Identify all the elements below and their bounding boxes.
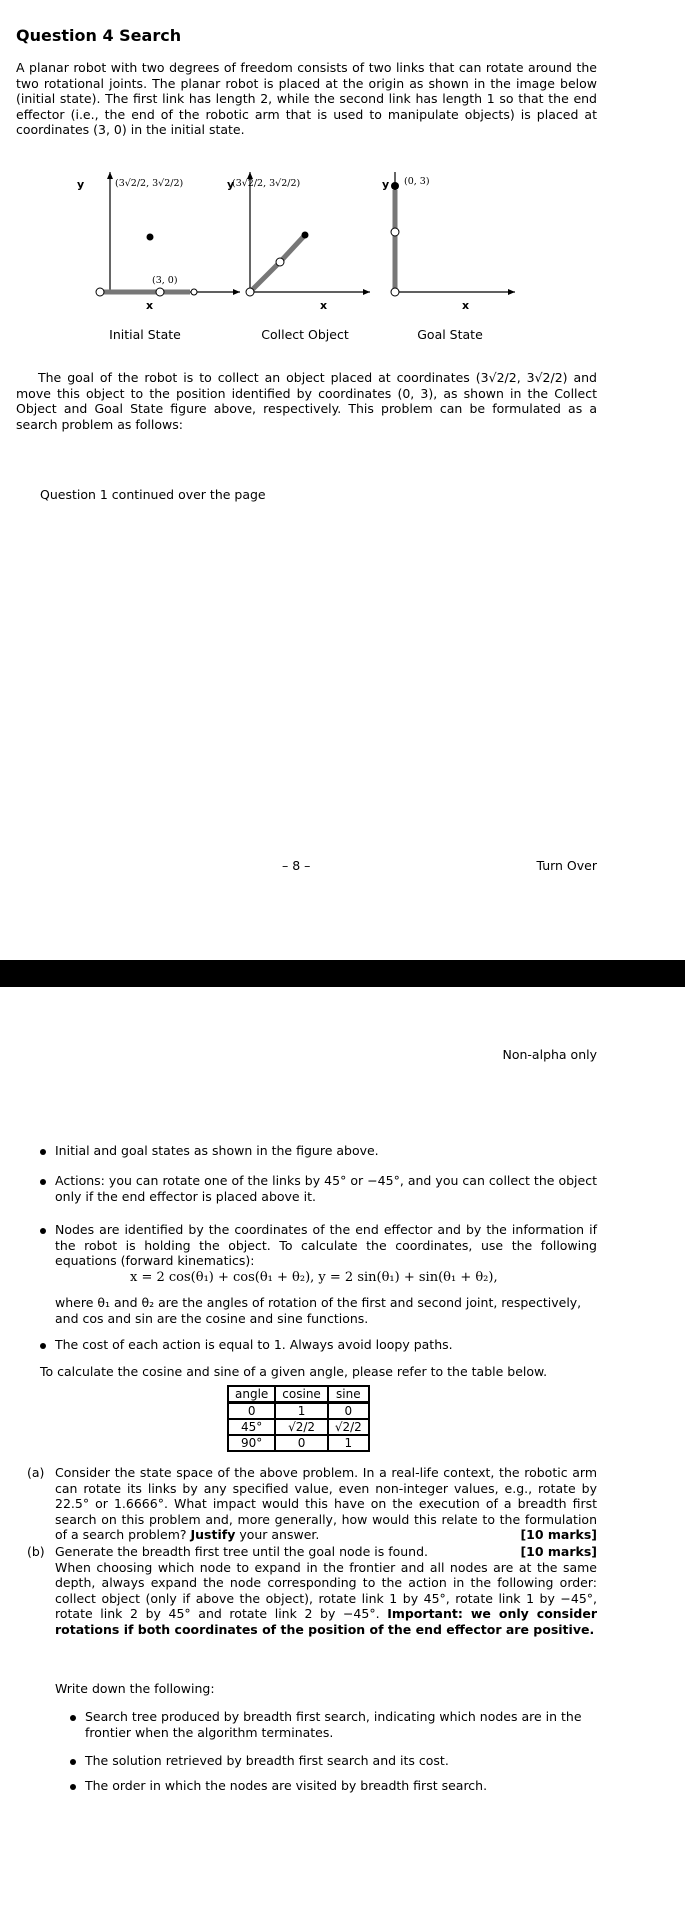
continued-note: Question 1 continued over the page [40, 487, 266, 502]
bullet-text: Search tree produced by breadth first search, indicating which nodes are in the frontier when the algorithm terminates. [85, 1709, 582, 1740]
part-a-question: Consider the state space of the above problem. In a real-life context, the robotic arm can rotate its links by any specified value, even non-integer values, e.g., rotate by 22.5° or 1.6666°. What impact would this have on the execution of a breadth first search on this problem and, more generally, how would this relate to the formulation of a search problem? [55, 1465, 597, 1542]
part-label: (a) [27, 1465, 45, 1480]
page-number: – 8 – [282, 858, 311, 873]
initial-state-diagram [90, 172, 250, 322]
table-cell: 0 [228, 1403, 275, 1419]
elbow-joint [391, 228, 399, 236]
x-axis-label: x [462, 299, 470, 312]
goal-coord-label: (0, 3) [404, 176, 430, 187]
list-item [40, 1143, 597, 1159]
bullet-text: Nodes are identified by the coordinates of the end effector and by the information if the robot is holding the object. To calculate the coordinates, use the following equations (forward kinematics): [55, 1222, 597, 1268]
list-item [40, 1173, 597, 1204]
table-cell: 0 [275, 1435, 328, 1451]
bullet-icon [40, 1228, 46, 1234]
kinematics-equation: x = 2 cos(θ₁) + cos(θ₁ + θ₂), y = 2 sin(θ₁) + sin(θ₁ + θ₂), [130, 1270, 498, 1285]
equation-explanation: where θ₁ and θ₂ are the angles of rotation of the first and second joint, respectively, and cos and sin are the cosine and sine functions. [55, 1295, 582, 1326]
figure-collect-object [227, 172, 400, 347]
part-b-first-line: Generate the breadth first tree until the goal node is found. [55, 1544, 429, 1559]
elbow-joint [276, 258, 284, 266]
column-header: sine [328, 1386, 369, 1403]
table-cell: 1 [275, 1403, 328, 1419]
table-cell: 1 [328, 1435, 369, 1451]
base-joint [391, 288, 399, 296]
part-a-text [55, 1465, 597, 1543]
table-row [228, 1419, 369, 1435]
y-axis-label: y [227, 178, 235, 191]
table-cell: √2/2 [275, 1419, 328, 1435]
figure-goal-state [380, 172, 540, 347]
header-note: Non-alpha only [502, 1047, 597, 1062]
table-cell: √2/2 [328, 1419, 369, 1435]
list-item [40, 1222, 597, 1269]
part-a-tail: your answer. [235, 1527, 320, 1542]
object-dot [302, 232, 309, 239]
figure-caption-initial: Initial State [109, 327, 181, 342]
object-coord-label: (3√2/2, 3√2/2) [232, 178, 301, 189]
x-axis-arrow [363, 289, 370, 295]
important-note: Important: we only consider rotations if both coordinates of the position of the end effector are positive. [55, 1606, 597, 1637]
turn-over-note: Turn Over [536, 858, 597, 873]
part-b [27, 1544, 597, 1637]
part-label: (b) [27, 1544, 45, 1559]
table-cell: 45° [228, 1419, 275, 1435]
part-b-text [55, 1544, 597, 1637]
base-joint [96, 288, 104, 296]
bullet-text: Initial and goal states as shown in the figure above. [55, 1143, 379, 1158]
x-axis-arrow [508, 289, 515, 295]
figure-caption-goal: Goal State [417, 327, 483, 342]
list-item [40, 1337, 597, 1353]
figure-initial-state [77, 172, 250, 347]
table-row [228, 1403, 369, 1419]
y-axis-arrow [107, 172, 113, 179]
column-header: cosine [275, 1386, 328, 1403]
bullet-text: Actions: you can rotate one of the links by 45° or −45°, and you can collect the object only if the end effector is placed above it. [55, 1173, 597, 1204]
trig-table [227, 1385, 370, 1452]
marks-label: [10 marks] [520, 1544, 597, 1559]
question-heading: Question 4 Search [16, 26, 182, 45]
table-row [228, 1435, 369, 1451]
y-axis-label: y [77, 178, 85, 191]
x-axis-label: x [320, 299, 328, 312]
page-divider [0, 960, 685, 987]
intro-paragraph: A planar robot with two degrees of freedom consists of two links that can rotate around the two rotational joints. The planar robot is placed at the origin as shown in the image below (initial state). The first link has length 2, while the second link has length 1 so that the end effector (i.e., the end of the robotic arm that is used to manipulate objects) is placed at coordinates (3, 0) in the initial state. [16, 60, 597, 137]
list-item [70, 1709, 597, 1740]
y-axis-label: y [382, 178, 390, 191]
object-dot [391, 182, 399, 190]
write-down-label: Write down the following: [55, 1681, 215, 1696]
object-coord-label: (3√2/2, 3√2/2) [115, 178, 184, 189]
object-dot [147, 234, 154, 241]
figure-caption-collect: Collect Object [261, 327, 349, 342]
list-item [70, 1753, 597, 1769]
marks-label: [10 marks] [520, 1527, 597, 1542]
bullet-icon [70, 1715, 76, 1721]
column-header: angle [228, 1386, 275, 1403]
table-intro: To calculate the cosine and sine of a given angle, please refer to the table below. [40, 1364, 548, 1379]
x-axis-label: x [146, 299, 154, 312]
justify-emphasis: Justify [190, 1527, 236, 1542]
exam-page-9 [0, 987, 685, 1920]
part-a [27, 1465, 597, 1543]
bullet-text: The solution retrieved by breadth first search and its cost. [85, 1753, 449, 1768]
elbow-joint [156, 288, 164, 296]
goal-state-diagram [380, 172, 540, 322]
list-item [70, 1778, 597, 1794]
link-2 [280, 235, 305, 262]
link-1 [250, 262, 280, 292]
bullet-icon [40, 1179, 46, 1185]
bullet-icon [70, 1759, 76, 1765]
table-cell: 90° [228, 1435, 275, 1451]
bullet-icon [70, 1784, 76, 1790]
bullet-icon [40, 1149, 46, 1155]
bullet-text: The cost of each action is equal to 1. Always avoid loopy paths. [55, 1337, 453, 1352]
bullet-text: The order in which the nodes are visited by breadth first search. [85, 1778, 488, 1793]
end-effector [191, 289, 197, 295]
table-header-row [228, 1386, 369, 1403]
base-joint [246, 288, 254, 296]
bullet-icon [40, 1343, 46, 1349]
x-axis-arrow [233, 289, 240, 295]
end-effector-coord-label: (3, 0) [152, 275, 178, 286]
table-cell: 0 [328, 1403, 369, 1419]
goal-paragraph: The goal of the robot is to collect an object placed at coordinates (3√2/2, 3√2/2) and move this object to the position identified by coordinates (0, 3), as shown in the Collect Object and Goal State figure above, respectively. This problem can be formulated as a search problem as follows: [16, 370, 597, 432]
part-b-question: When choosing which node to expand in the frontier and all nodes are at the same depth, always expand the node corresponding to the action in the following order: collect object (only if above the object), rotate link 1 by 45°, rotate link 1 by −45°, rotate link 2 by 45° and rotate link 2 by −45°. [55, 1559, 597, 1621]
